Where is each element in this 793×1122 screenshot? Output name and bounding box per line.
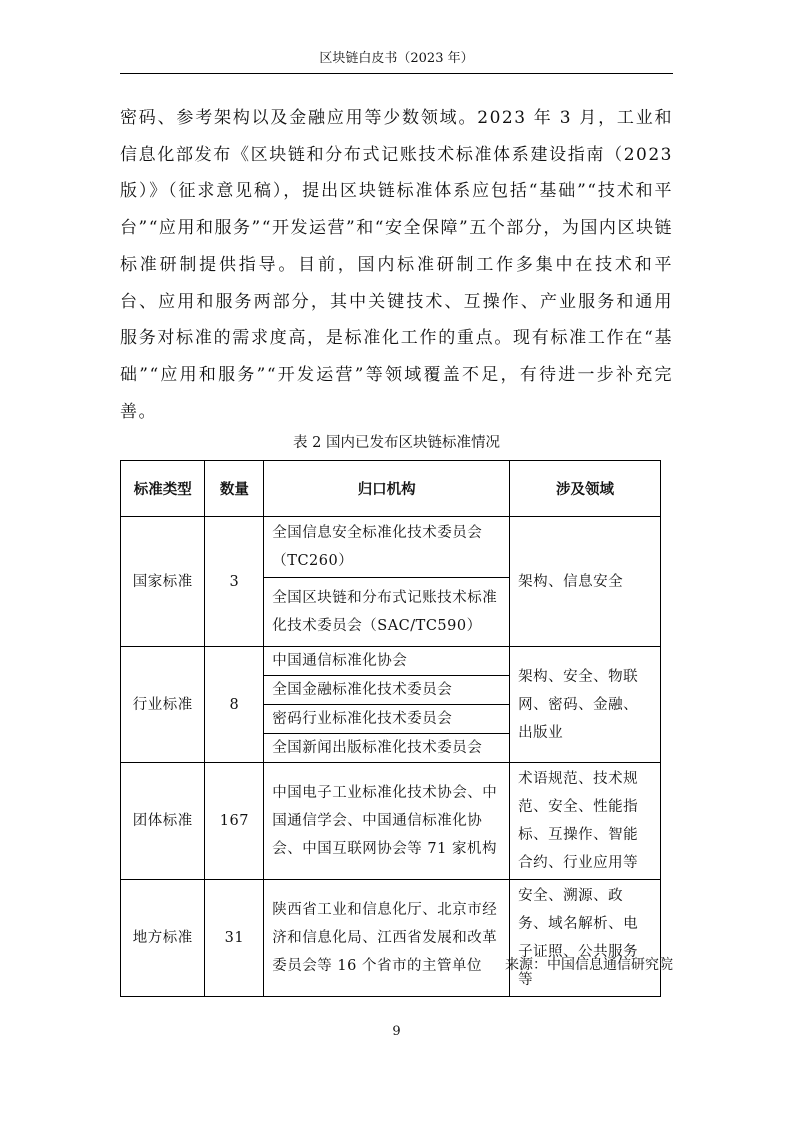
- header-area: 涉及领域: [510, 461, 661, 517]
- header-count: 数量: [205, 461, 264, 517]
- table-row: [121, 517, 661, 578]
- table-row: [121, 647, 661, 676]
- row-count: 31: [205, 880, 264, 997]
- row-org: 全国金融标准化技术委员会: [264, 676, 510, 705]
- row-org: 全国新闻出版标准化技术委员会: [264, 734, 510, 763]
- table-source: 来源：中国信息通信研究院: [505, 957, 673, 973]
- row-area: 安全、溯源、政务、域名解析、电子证照、公共服务等: [510, 880, 661, 997]
- row-type: 地方标准: [121, 880, 205, 997]
- page-number: 9: [392, 1024, 401, 1039]
- row-type: 团体标准: [121, 763, 205, 880]
- row-org: 陕西省工业和信息化厅、北京市经济和信息化局、江西省发展和改革委员会等 16 个省市的主管单位: [264, 880, 510, 997]
- header-org: 归口机构: [264, 461, 510, 517]
- row-org: 全国区块链和分布式记账技术标准化技术委员会（SAC/TC590）: [264, 578, 510, 647]
- row-org: 中国通信标准化协会: [264, 647, 510, 676]
- table-row: [121, 763, 661, 880]
- row-type: 行业标准: [121, 647, 205, 763]
- row-type: 国家标准: [121, 517, 205, 647]
- table-caption: 表 2 国内已发布区块链标准情况: [293, 435, 500, 451]
- row-org: 中国电子工业标准化技术协会、中国通信学会、中国通信标准化协会、中国互联网协会等 71 家机构: [264, 763, 510, 880]
- row-count: 167: [205, 763, 264, 880]
- table-header-row: [121, 461, 661, 517]
- row-org: 全国信息安全标准化技术委员会（TC260）: [264, 517, 510, 578]
- table-row: [121, 880, 661, 997]
- row-count: 3: [205, 517, 264, 647]
- row-count: 8: [205, 647, 264, 763]
- row-area: 架构、安全、物联网、密码、金融、出版业: [510, 647, 661, 763]
- row-area: 术语规范、技术规范、安全、性能指标、互操作、智能合约、行业应用等: [510, 763, 661, 880]
- row-org: 密码行业标准化技术委员会: [264, 705, 510, 734]
- body-paragraph: 密码、参考架构以及金融应用等少数领域。2023 年 3 月，工业和信息化部发布《区块链和分布式记账技术标准体系建设指南（2023 版）》（征求意见稿），提出区块链标准体系应包括“基础”“技术和平台”“应用和服务”“开发运营”和“安全保障”五个部分，为国内区块链标准研制提供指导。目前，国内标准研制工作多集中在技术和平台、应用和服务两部分，其中关键技术、互操作、产业服务和通用服务对标准的需求度高，是标准化工作的重点。现有标准工作在“基础”“应用和服务”“开发运营”等领域覆盖不足，有待进一步补充完善。: [120, 108, 673, 422]
- running-header: 区块链白皮书（2023 年）: [319, 51, 474, 66]
- header-type: 标准类型: [121, 461, 205, 517]
- header-rule: [120, 73, 673, 74]
- row-area: 架构、信息安全: [510, 517, 661, 647]
- standards-table: [120, 460, 661, 997]
